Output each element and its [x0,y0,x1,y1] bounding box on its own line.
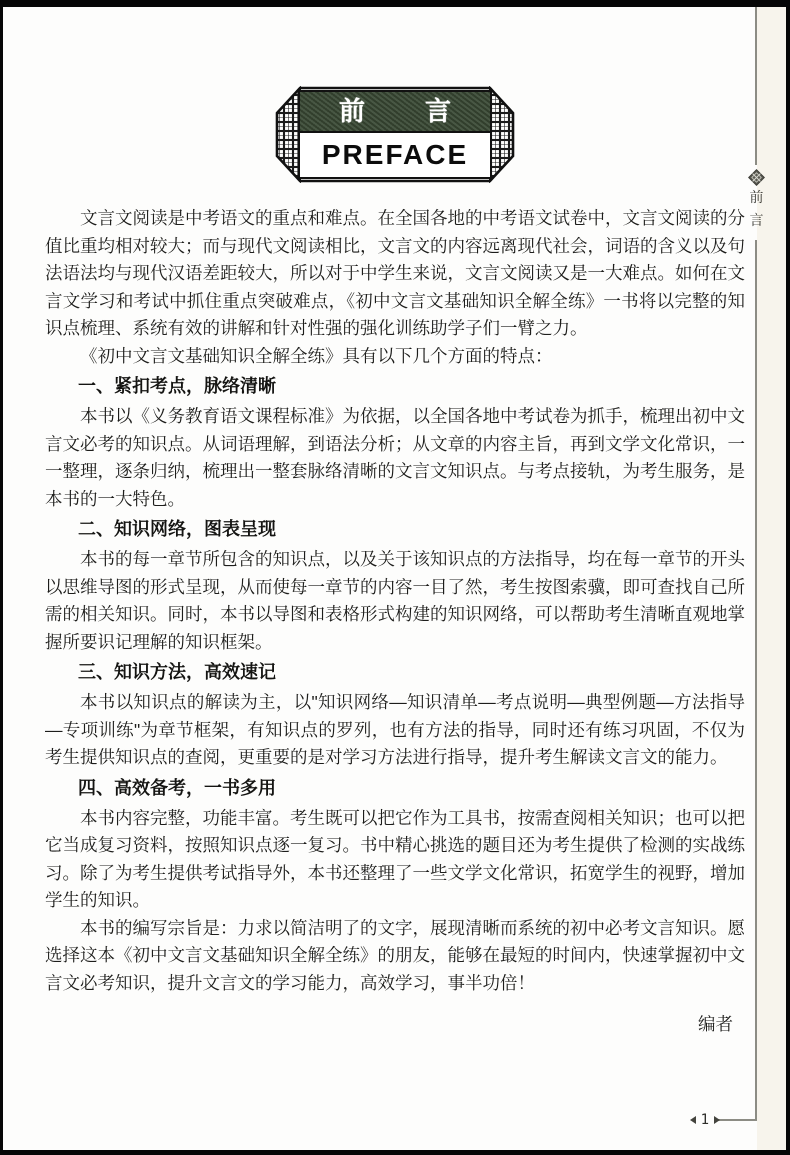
section-heading-4: 四、高效备考，一书多用 [78,777,276,798]
intro-paragraph-1: 文言文阅读是中考语文的重点和难点。在全国各地的中考语文试卷中，文言文阅读的分值比重均相对较大；而与现代文阅读相比，文言文的内容远离现代社会，词语的含义以及句法语法均与现代汉语差距较大，所以对于中学生来说，文言文阅读又是一大难点。如何在文言文学习和考试中抓住重点突破难点，《初中文言文基础知识全解全练》一书将以完整的知识点梳理、系统有效的讲解和针对性强的强化训练助学子们一臂之力。 [45,208,745,338]
section-body-1: 本书以《义务教育语文课程标准》为依据，以全国各地中考试卷为抓手，梳理出初中文言文必考的知识点。从词语理解，到语法分析；从文章的内容主旨，再到文学文化常识，一一整理，逐条归纳，梳理出一整套脉络清晰的文言文知识点。与考点接轨，为考生服务，是本书的一大特色。 [45,406,745,509]
emblem-char-qian: 前 [338,96,365,127]
binding-rule-top [755,7,757,165]
binding-rule-bottom [755,240,757,1120]
side-tab-preface [748,190,765,227]
section-heading-2: 二、知识网络，图表呈现 [78,519,276,539]
section-body-3: 本书以知识点的解读为主，以"知识网络—知识清单—考点说明—典型例题—方法指导—专项训练"为章节框架，有知识点的罗列，也有方法的指导，同时还有练习巩固，不仅为考生提供知识点的查阅，更重要的是对学习方法进行指导，提升考生解读文言文的能力。 [45,692,745,767]
emblem-title-cn [300,92,490,133]
emblem-plaque [298,90,492,179]
editor-signature: 编者 [698,1014,733,1034]
footer-corner-rule [714,1119,757,1121]
preface-text-column [45,205,745,1039]
page-footer [670,1110,720,1130]
section-body-2: 本书的每一章节所包含的知识点，以及关于该知识点的方法指导，均在每一章节的开头以思维导图的形式呈现，从而使每一章节的内容一目了然，考生按图索骥，即可查找自己所需的相关知识。同时，本书以导图和表格形式构建的知识网络，可以帮助考生清晰直观地掌握所要识记理解的知识框架。 [45,549,745,652]
knot-ornament-icon [747,168,766,187]
side-tab-char-qian: 前 [749,189,764,205]
right-arrow-icon [714,1116,720,1124]
section-heading-3: 三、知识方法，高效速记 [78,662,276,682]
page-number: 1 [700,1112,709,1128]
preface-emblem [275,86,515,183]
intro-paragraph-2: 《初中文言文基础知识全解全练》具有以下几个方面的特点： [80,345,553,366]
closing-paragraph: 本书的编写宗旨是：力求以简洁明了的文字，展现清晰而系统的初中必考文言知识。愿选择这本《初中文言文基础知识全解全练》的朋友，能够在最短的时间内，快速掌握初中文言文必考知识，提升文言文的学习能力，高效学习，事半功倍！ [45,917,745,993]
left-arrow-icon [690,1116,696,1124]
section-body-4: 本书内容完整，功能丰富。考生既可以把它作为工具书，按需查阅相关知识；也可以把它当成复习资料，按照知识点逐一复习。书中精心挑选的题目还为考生提供了检测的实战练习。除了为考生提供考试指导外，本书还整理了一些文学文化常识，拓宽学生的视野，增加学生的知识。 [45,807,745,910]
emblem-title-en: PREFACE [321,138,469,170]
emblem-char-yan: 言 [425,96,452,127]
side-tab-char-yan: 言 [749,212,764,228]
section-heading-1: 一、紧扣考点，脉络清晰 [78,376,276,396]
